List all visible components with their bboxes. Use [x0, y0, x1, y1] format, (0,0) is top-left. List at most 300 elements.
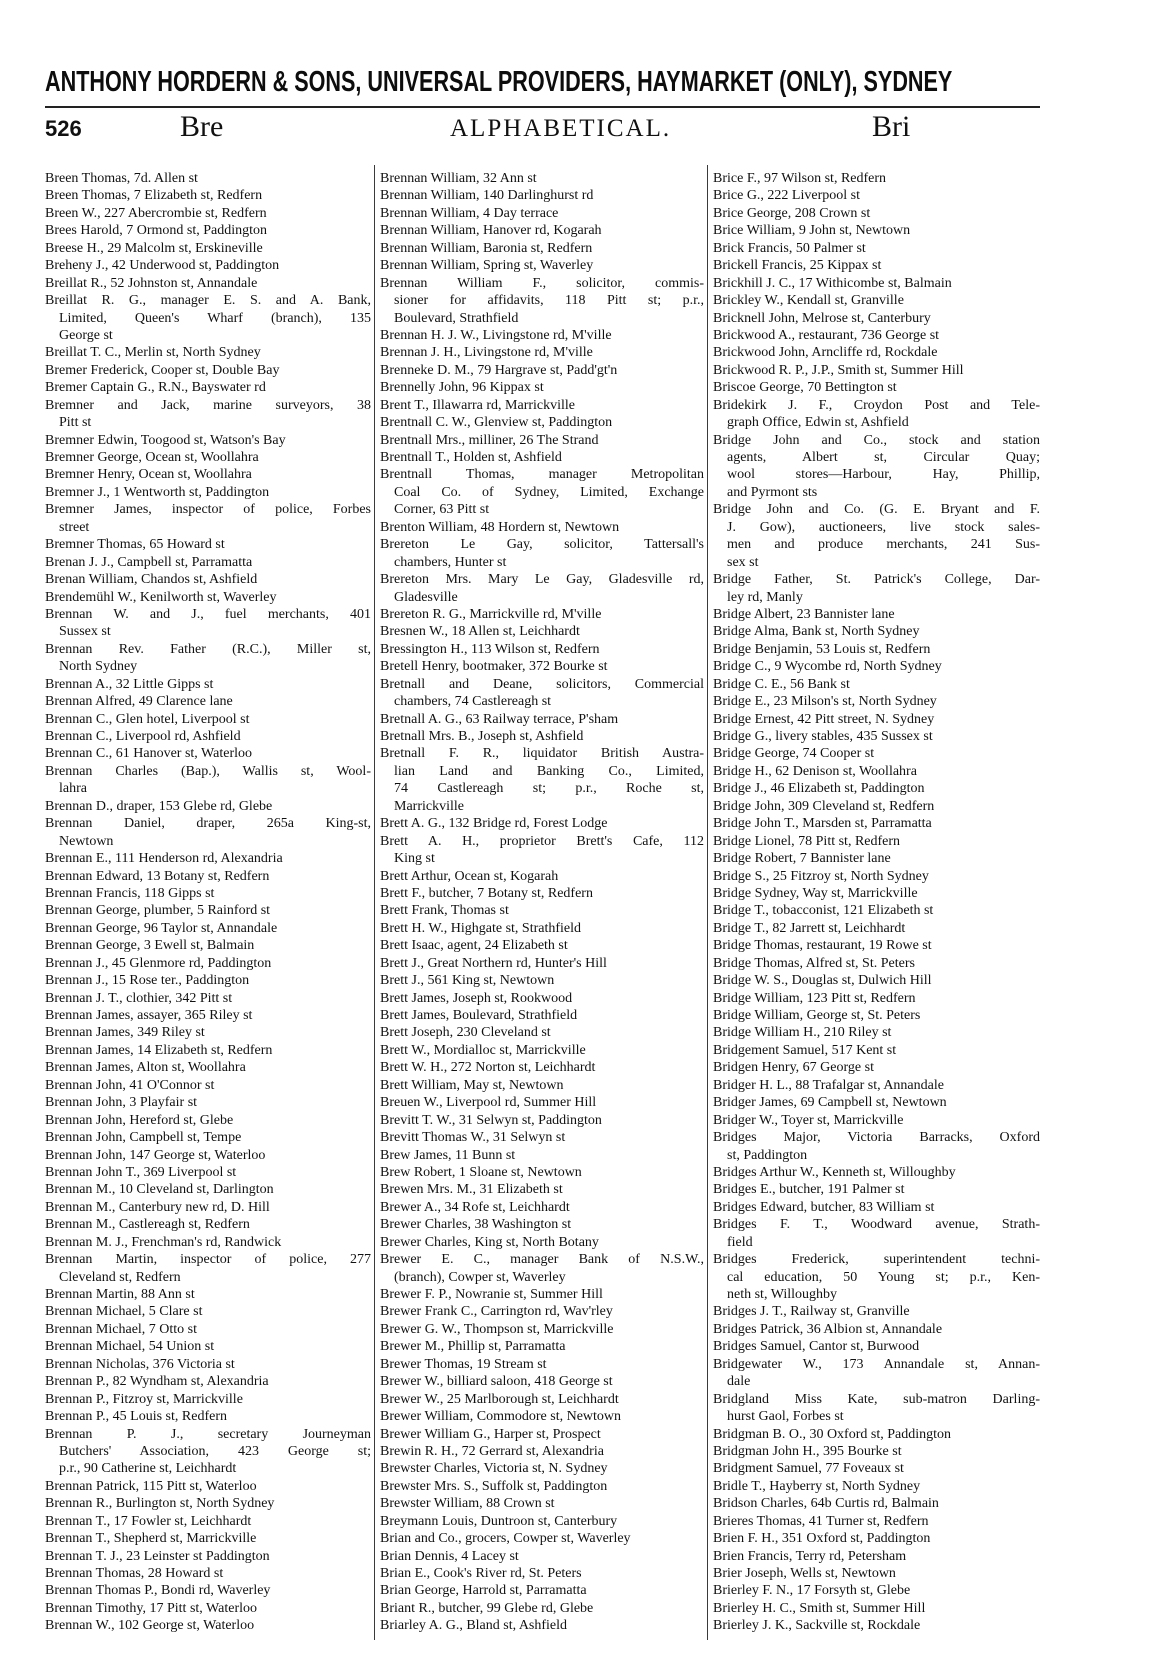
entry-continuation-line: 74 Castlereagh st; p.r., Roche st,: [394, 781, 704, 797]
entry-name-line: Brewer G. W., Thompson st, Marrickville: [380, 1321, 614, 1337]
directory-entry: [713, 885, 1040, 902]
entry-name-line: Brentnall T., Holden st, Ashfield: [380, 450, 562, 465]
directory-entry: [45, 1582, 371, 1599]
entry-continuation-line: Limited, Queen's Wharf (branch), 135: [59, 310, 371, 326]
directory-entry: [45, 606, 371, 641]
directory-entry: [45, 1408, 371, 1425]
entry-name-line: Brett W., Mordialloc st, Marrickville: [380, 1042, 586, 1058]
entry-name-line: Brieres Thomas, 41 Turner st, Redfern: [713, 1513, 929, 1529]
entry-name-line: Bridge T., tobacconist, 121 Elizabeth st: [713, 903, 934, 919]
directory-entry: [713, 833, 1040, 850]
entry-name-line: Breen W., 227 Abercrombie st, Redfern: [45, 205, 267, 221]
directory-entry: [380, 275, 704, 327]
entry-name-line: Brennan Martin, 88 Ann st: [45, 1287, 195, 1302]
directory-entry: [713, 711, 1040, 728]
entry-name-line: Bridge J., 46 Elizabeth st, Paddington: [713, 781, 925, 797]
entry-continuation-line: (branch), Cowper st, Waverley: [394, 1269, 566, 1285]
directory-entry: [45, 1286, 371, 1303]
entry-name-line: Brennan M., Canterbury new rd, D. Hill: [45, 1199, 270, 1215]
directory-entry: [45, 554, 371, 571]
directory-entry: [713, 1391, 1040, 1426]
entry-name-line: Brewer E. C., manager Bank of N.S.W.,: [380, 1252, 704, 1268]
entry-name-line: Brice George, 208 Crown st: [713, 205, 871, 221]
directory-entry: [713, 1582, 1040, 1599]
directory-entry: [380, 397, 704, 414]
entry-continuation-line: and Pyrmont sts: [727, 484, 818, 500]
entry-name-line: Bremer Frederick, Cooper st, Double Bay: [45, 362, 280, 378]
entry-name-line: Brewster Mrs. S., Suffolk st, Paddington: [380, 1478, 608, 1494]
directory-entry: [380, 868, 704, 885]
directory-entry: [380, 1094, 704, 1111]
entry-name-line: Bridge William, 123 Pitt st, Redfern: [713, 990, 916, 1006]
directory-column-1: [45, 170, 371, 1635]
entry-name-line: Brennan Michael, 5 Clare st: [45, 1304, 203, 1320]
directory-entry: [380, 1582, 704, 1599]
directory-entry: [713, 257, 1040, 274]
directory-entry: [713, 937, 1040, 954]
entry-name-line: Brennan Nicholas, 376 Victoria st: [45, 1356, 235, 1372]
entry-name-line: Brett James, Joseph st, Rookwood: [380, 990, 573, 1006]
directory-entry: [45, 1600, 371, 1617]
entry-continuation-line: graph Office, Edwin st, Ashfield: [727, 415, 909, 431]
entry-name-line: Bridges Arthur W., Kenneth st, Willoughby: [713, 1164, 956, 1180]
directory-entry: [45, 1321, 371, 1338]
entry-name-line: Bremner George, Ocean st, Woollahra: [45, 450, 259, 465]
entry-continuation-line: street: [59, 519, 90, 535]
entry-name-line: Brewer A., 34 Rofe st, Leichhardt: [380, 1199, 570, 1215]
entry-continuation-line: Gladesville: [394, 589, 458, 605]
entry-continuation-line: men and produce merchants, 241 Sus-: [727, 537, 1040, 553]
directory-entry: [713, 728, 1040, 745]
directory-entry: [45, 501, 371, 536]
entry-continuation-line: chambers, 74 Castlereagh st: [394, 694, 552, 710]
directory-entry: [380, 1408, 704, 1425]
directory-entry: [713, 1251, 1040, 1303]
directory-entry: [713, 397, 1040, 432]
entry-continuation-line: King st: [394, 851, 435, 867]
entry-name-line: Brickell Francis, 25 Kippax st: [713, 258, 882, 274]
directory-entry: [45, 1216, 371, 1233]
directory-entry: [713, 1042, 1040, 1059]
entry-continuation-line: field: [727, 1234, 753, 1250]
entry-name-line: Brennan John, Campbell st, Tempe: [45, 1130, 242, 1146]
entry-name-line: Bridge Thomas, Alfred st, St. Peters: [713, 955, 915, 971]
entry-name-line: Brickwood John, Arncliffe rd, Rockdale: [713, 345, 938, 361]
directory-entry: [45, 1007, 371, 1024]
directory-entry: [713, 920, 1040, 937]
directory-entry: [45, 728, 371, 745]
entry-name-line: Brien F. H., 351 Oxford st, Paddington: [713, 1531, 931, 1547]
directory-entry: [45, 955, 371, 972]
directory-entry: [45, 1112, 371, 1129]
directory-entry: [380, 641, 704, 658]
directory-entry: [45, 379, 371, 396]
entry-name-line: Brice William, 9 John st, Newtown: [713, 223, 911, 239]
entry-name-line: Brett William, May st, Newtown: [380, 1077, 564, 1093]
entry-name-line: Bridge S., 25 Fitzroy st, North Sydney: [713, 868, 929, 884]
entry-name-line: Breymann Louis, Duntroon st, Canterbury: [380, 1513, 618, 1529]
entry-name-line: Brick Francis, 50 Palmer st: [713, 240, 866, 256]
directory-entry: [380, 432, 704, 449]
directory-entry: [380, 571, 704, 606]
entry-continuation-line: Cleveland st, Redfern: [59, 1269, 181, 1285]
entry-name-line: Brennan T. J., 23 Leinster st Paddington: [45, 1548, 270, 1564]
entry-name-line: Brennan Patrick, 115 Pitt st, Waterloo: [45, 1478, 257, 1494]
directory-entry: [45, 711, 371, 728]
entry-name-line: Brett Frank, Thomas st: [380, 903, 509, 919]
entry-name-line: Bridge William H., 210 Riley st: [713, 1025, 892, 1041]
directory-entry: [380, 1460, 704, 1477]
directory-entry: [45, 344, 371, 361]
directory-entry: [380, 1164, 704, 1181]
directory-entry: [380, 1600, 704, 1617]
directory-entry: [713, 240, 1040, 257]
directory-entry: [380, 1321, 704, 1338]
directory-entry: [380, 1024, 704, 1041]
entry-name-line: Brewer Charles, 38 Washington st: [380, 1217, 572, 1233]
directory-entry: [45, 868, 371, 885]
entry-name-line: Bridger W., Toyer st, Marrickville: [713, 1112, 904, 1128]
directory-entry: [713, 1321, 1040, 1338]
entry-name-line: Bresnen W., 18 Allen st, Leichhardt: [380, 624, 580, 640]
directory-entry: [380, 414, 704, 431]
entry-name-line: Brennan John T., 369 Liverpool st: [45, 1164, 237, 1180]
entry-name-line: Bridge William, George st, St. Peters: [713, 1008, 921, 1023]
entry-name-line: Brennan D., draper, 153 Glebe rd, Glebe: [45, 798, 273, 814]
entry-name-line: Brennan Edward, 13 Botany st, Redfern: [45, 868, 270, 884]
entry-name-line: Brennan Michael, 54 Union st: [45, 1339, 215, 1355]
entry-name-line: Brett A. H., proprietor Brett's Cafe, 112: [380, 833, 704, 849]
entry-name-line: Bridges F. T., Woodward avenue, Strath-: [713, 1217, 1040, 1233]
entry-name-line: Brennan H. J. W., Livingstone rd, M'ville: [380, 327, 612, 343]
directory-entry: [45, 1303, 371, 1320]
entry-name-line: Bridge C. E., 56 Bank st: [713, 676, 850, 692]
entry-name-line: Brennan William, 140 Darlinghurst rd: [380, 188, 594, 204]
entry-name-line: Brennan C., 61 Hanover st, Waterloo: [45, 746, 253, 762]
entry-name-line: Brennan M., Castlereagh st, Redfern: [45, 1217, 250, 1233]
entry-name-line: Bridge Alma, Bank st, North Sydney: [713, 624, 920, 640]
entry-name-line: Bridge Benjamin, 53 Louis st, Redfern: [713, 641, 931, 657]
entry-continuation-line: sioner for affidavits, 118 Pitt st; p.r.,: [394, 293, 704, 309]
entry-name-line: Brennan Michael, 7 Otto st: [45, 1321, 198, 1337]
directory-entry: [380, 745, 704, 815]
directory-entry: [45, 1199, 371, 1216]
directory-entry: [380, 902, 704, 919]
entry-name-line: Briarley A. G., Bland st, Ashfield: [380, 1618, 568, 1634]
directory-column-3: [713, 170, 1040, 1635]
directory-entry: [45, 1513, 371, 1530]
entry-name-line: Brett A. G., 132 Bridge rd, Forest Lodge: [380, 816, 608, 832]
entry-name-line: Brennan J., 15 Rose ter., Paddington: [45, 973, 250, 989]
directory-entry: [713, 1077, 1040, 1094]
entry-name-line: Bridgment Samuel, 77 Foveaux st: [713, 1461, 904, 1477]
directory-entry: [45, 1077, 371, 1094]
directory-entry: [713, 693, 1040, 710]
entry-name-line: Bricknell John, Melrose st, Canterbury: [713, 310, 931, 326]
entry-name-line: Bridge G., livery stables, 435 Sussex st: [713, 729, 933, 744]
directory-entry: [713, 1426, 1040, 1443]
entry-name-line: Bridgman B. O., 30 Oxford st, Paddington: [713, 1426, 951, 1442]
directory-entry: [45, 745, 371, 762]
directory-entry: [45, 571, 371, 588]
entry-name-line: Brewer William, Commodore st, Newtown: [380, 1409, 622, 1425]
entry-name-line: Bremner James, inspector of police, Forbes: [45, 502, 371, 518]
entry-name-line: Brett H. W., Highgate st, Strathfield: [380, 920, 582, 936]
directory-entry: [713, 972, 1040, 989]
entry-name-line: Bridge Sydney, Way st, Marrickville: [713, 885, 918, 901]
directory-entry: [713, 1460, 1040, 1477]
column-divider: [374, 165, 375, 1640]
entry-name-line: Brew Robert, 1 Sloane st, Newtown: [380, 1164, 582, 1180]
directory-entry: [45, 1617, 371, 1634]
directory-column-2: [380, 170, 704, 1635]
directory-entry: [713, 1112, 1040, 1129]
directory-entry: [45, 1024, 371, 1041]
left-guide-word: Bre: [180, 110, 224, 143]
entry-name-line: Bridges Samuel, Cantor st, Burwood: [713, 1339, 920, 1355]
directory-entry: [45, 1042, 371, 1059]
directory-entry: [713, 676, 1040, 693]
directory-entry: [380, 257, 704, 274]
directory-entry: [45, 449, 371, 466]
directory-entry: [380, 711, 704, 728]
directory-entry: [45, 1391, 371, 1408]
entry-name-line: Brennelly John, 96 Kippax st: [380, 380, 544, 396]
entry-name-line: Brennan Thomas, 28 Howard st: [45, 1566, 224, 1581]
entry-name-line: Breillat T. C., Merlin st, North Sydney: [45, 345, 261, 361]
directory-entry: [45, 1548, 371, 1565]
directory-entry: [713, 641, 1040, 658]
entry-name-line: Brentnall Thomas, manager Metropolitan: [380, 467, 704, 483]
entry-name-line: Brennan J. H., Livingstone rd, M'ville: [380, 345, 593, 361]
entry-continuation-line: Pitt st: [59, 415, 92, 431]
directory-entry: [713, 1495, 1040, 1512]
entry-name-line: Brennan Rev. Father (R.C.), Miller st,: [45, 641, 371, 657]
directory-entry: [45, 362, 371, 379]
entry-name-line: Bremer Captain G., R.N., Bayswater rd: [45, 380, 266, 396]
entry-name-line: Brewer F. P., Nowranie st, Summer Hill: [380, 1287, 603, 1302]
directory-entry: [713, 780, 1040, 797]
directory-entry: [380, 536, 704, 571]
entry-name-line: Brennan W., 102 George st, Waterloo: [45, 1618, 255, 1634]
entry-name-line: Bridge Lionel, 78 Pitt st, Redfern: [713, 833, 901, 849]
directory-entry: [380, 1303, 704, 1320]
entry-name-line: Brennan James, 349 Riley st: [45, 1025, 205, 1041]
entry-name-line: Brett James, Boulevard, Strathfield: [380, 1008, 578, 1023]
directory-entry: [380, 205, 704, 222]
entry-continuation-line: ley rd, Manly: [727, 589, 803, 605]
directory-entry: [45, 1338, 371, 1355]
entry-name-line: Brien Francis, Terry rd, Petersham: [713, 1548, 907, 1564]
entry-name-line: Brennan William, Spring st, Waverley: [380, 258, 594, 274]
directory-entry: [45, 676, 371, 693]
entry-name-line: Brewin R. H., 72 Gerrard st, Alexandria: [380, 1443, 604, 1459]
entry-name-line: Brewer William G., Harper st, Prospect: [380, 1426, 601, 1442]
directory-entry: [380, 1129, 704, 1146]
directory-entry: [713, 1129, 1040, 1164]
directory-entry: [45, 205, 371, 222]
entry-name-line: Brewster Charles, Victoria st, N. Sydney: [380, 1461, 608, 1477]
directory-entry: [713, 1443, 1040, 1460]
directory-entry: [713, 344, 1040, 361]
entry-name-line: Brentnall C. W., Glenview st, Paddington: [380, 415, 613, 431]
entry-name-line: Bretnall A. G., 63 Railway terrace, P'sham: [380, 711, 619, 727]
directory-entry: [380, 1338, 704, 1355]
entry-name-line: Brennan J. T., clothier, 342 Pitt st: [45, 990, 233, 1006]
entry-continuation-line: sex st: [727, 554, 759, 570]
directory-entry: [713, 623, 1040, 640]
directory-entry: [713, 850, 1040, 867]
directory-entry: [45, 937, 371, 954]
directory-entry: [45, 815, 371, 850]
entry-name-line: Bremner and Jack, marine surveyors, 38: [45, 397, 371, 413]
entry-name-line: Brennan R., Burlington st, North Sydney: [45, 1496, 275, 1512]
entry-continuation-line: lian Land and Banking Co., Limited,: [394, 763, 704, 779]
entry-name-line: Brennan Charles (Bap.), Wallis st, Wool-: [45, 763, 371, 779]
directory-entry: [713, 571, 1040, 606]
entry-continuation-line: st, Paddington: [727, 1147, 808, 1163]
entry-name-line: Bremner Henry, Ocean st, Woollahra: [45, 467, 252, 483]
entry-name-line: Brennan Daniel, draper, 265a King-st,: [45, 816, 371, 832]
entry-name-line: Bridge Robert, 7 Bannister lane: [713, 851, 891, 867]
entry-name-line: Brewer M., Phillip st, Parramatta: [380, 1339, 566, 1355]
entry-name-line: Brees Harold, 7 Ormond st, Paddington: [45, 223, 268, 239]
directory-entry: [380, 344, 704, 361]
masthead-title: ANTHONY HORDERN & SONS, UNIVERSAL PROVIDERS, HAYMARKET (ONLY), SYDNEY: [45, 66, 953, 99]
entry-continuation-line: George st: [59, 327, 113, 343]
directory-entry: [380, 1426, 704, 1443]
directory-entry: [45, 292, 371, 344]
entry-name-line: Brennan T., 17 Fowler st, Leichhardt: [45, 1513, 252, 1529]
directory-entry: [380, 937, 704, 954]
entry-name-line: Brennan P., 82 Wyndham st, Alexandria: [45, 1374, 269, 1390]
entry-name-line: Brice G., 222 Liverpool st: [713, 188, 860, 204]
entry-name-line: Bridgewater W., 173 Annandale st, Annan-: [713, 1356, 1040, 1372]
entry-name-line: Brierley H. C., Smith st, Summer Hill: [713, 1600, 926, 1616]
right-guide-word: Bri: [872, 110, 911, 143]
page-number: 526: [45, 116, 82, 141]
entry-name-line: Brennan E., 111 Henderson rd, Alexandria: [45, 851, 283, 867]
entry-name-line: Breillat R. G., manager E. S. and A. Bank,: [45, 293, 371, 309]
directory-entry: [45, 641, 371, 676]
entry-name-line: Bridge C., 9 Wycombe rd, North Sydney: [713, 659, 942, 675]
entry-name-line: Bretnall F. R., liquidator British Austra-: [380, 746, 704, 762]
directory-entry: [713, 1164, 1040, 1181]
directory-entry: [713, 222, 1040, 239]
directory-entry: [45, 466, 371, 483]
directory-entry: [380, 833, 704, 868]
entry-name-line: Brereton Mrs. Mary Le Gay, Gladesville rd,: [380, 572, 704, 588]
entry-name-line: Brennan John, 41 O'Connor st: [45, 1077, 215, 1093]
directory-entry: [380, 240, 704, 257]
directory-entry: [713, 1007, 1040, 1024]
entry-name-line: Brennan P. J., secretary Journeyman: [45, 1426, 371, 1442]
directory-entry: [45, 275, 371, 292]
directory-entry: [380, 187, 704, 204]
directory-entry: [45, 1181, 371, 1198]
directory-entry: [45, 920, 371, 937]
directory-entry: [380, 1373, 704, 1390]
entry-name-line: Brian E., Cook's River rd, St. Peters: [380, 1566, 582, 1581]
directory-entry: [713, 763, 1040, 780]
entry-continuation-line: Sussex st: [59, 624, 111, 640]
entry-name-line: Bridge John, 309 Cleveland st, Redfern: [713, 798, 935, 814]
column-divider: [707, 165, 708, 1640]
entry-name-line: Brewer Thomas, 19 Stream st: [380, 1356, 547, 1372]
directory-entry: [380, 362, 704, 379]
directory-entry: [713, 1530, 1040, 1547]
directory-entry: [713, 310, 1040, 327]
directory-entry: [380, 1251, 704, 1286]
entry-name-line: Brett F., butcher, 7 Botany st, Redfern: [380, 885, 593, 901]
directory-entry: [45, 1530, 371, 1547]
entry-name-line: Briscoe George, 70 Bettington st: [713, 380, 897, 396]
entry-name-line: Bridge George, 74 Cooper st: [713, 746, 875, 762]
entry-name-line: Brennan P., 45 Louis st, Redfern: [45, 1409, 227, 1425]
directory-entry: [45, 170, 371, 187]
directory-entry: [45, 850, 371, 867]
entry-name-line: Brian Dennis, 4 Lacey st: [380, 1548, 519, 1564]
entry-name-line: Brennan A., 32 Little Gipps st: [45, 676, 214, 692]
entry-name-line: Breheny J., 42 Underwood st, Paddington: [45, 258, 280, 274]
entry-name-line: Brickley W., Kendall st, Granville: [713, 293, 904, 309]
entry-name-line: Breen Thomas, 7 Elizabeth st, Redfern: [45, 188, 263, 204]
entry-name-line: Brennan W. and J., fuel merchants, 401: [45, 606, 371, 622]
entry-name-line: Bridle T., Hayberry st, North Sydney: [713, 1478, 921, 1494]
entry-name-line: Brett Joseph, 230 Cleveland st: [380, 1025, 551, 1041]
directory-entry: [713, 868, 1040, 885]
entry-name-line: Brier Joseph, Wells st, Newtown: [713, 1566, 896, 1581]
entry-name-line: Bridge Thomas, restaurant, 19 Rowe st: [713, 938, 932, 954]
directory-entry: [380, 519, 704, 536]
directory-entry: [713, 606, 1040, 623]
entry-name-line: Brett J., Great Northern rd, Hunter's Hill: [380, 955, 607, 971]
directory-entry: [380, 1216, 704, 1233]
entry-name-line: Brewer Charles, King st, North Botany: [380, 1234, 599, 1250]
directory-entry: [380, 1548, 704, 1565]
directory-entry: [45, 257, 371, 274]
entry-continuation-line: agents, Albert st, Circular Quay;: [727, 450, 1040, 465]
entry-name-line: Bridge H., 62 Denison st, Woollahra: [713, 763, 917, 779]
entry-name-line: Brickhill J. C., 17 Withicombe st, Balmain: [713, 275, 952, 291]
directory-entry: [380, 1112, 704, 1129]
entry-continuation-line: Corner, 63 Pitt st: [394, 502, 490, 518]
directory-entry: [380, 1286, 704, 1303]
entry-name-line: Brennan William, Hanover rd, Kogarah: [380, 223, 602, 239]
entry-name-line: Breuen W., Liverpool rd, Summer Hill: [380, 1095, 597, 1111]
directory-entry: [380, 1356, 704, 1373]
entry-name-line: Bridger H. L., 88 Trafalgar st, Annandale: [713, 1077, 944, 1093]
directory-entry: [380, 1234, 704, 1251]
directory-entry: [380, 1443, 704, 1460]
entry-continuation-line: J. Gow), auctioneers, live stock sales-: [727, 519, 1040, 535]
entry-name-line: Bretnall Mrs. B., Joseph st, Ashfield: [380, 729, 584, 744]
entry-continuation-line: p.r., 90 Catherine st, Leichhardt: [59, 1461, 237, 1477]
entry-name-line: Brennan John, 147 George st, Waterloo: [45, 1147, 266, 1163]
entry-name-line: Bridge E., 23 Milson's st, North Sydney: [713, 694, 937, 710]
entry-name-line: Brett J., 561 King st, Newtown: [380, 973, 555, 989]
entry-name-line: Brennan George, plumber, 5 Rainford st: [45, 903, 271, 919]
entry-name-line: Brennan William F., solicitor, commis-: [380, 275, 704, 291]
directory-entry: [45, 1373, 371, 1390]
entry-name-line: Bridekirk J. F., Croydon Post and Tele-: [713, 397, 1040, 413]
entry-name-line: Brennan William, Baronia st, Redfern: [380, 240, 593, 256]
entry-name-line: Brierley J. K., Sackville st, Rockdale: [713, 1618, 921, 1634]
directory-entry: [380, 623, 704, 640]
directory-entry: [45, 990, 371, 1007]
entry-continuation-line: Butchers' Association, 423 George st;: [59, 1443, 371, 1459]
entry-name-line: Briant R., butcher, 99 Glebe rd, Glebe: [380, 1600, 594, 1616]
